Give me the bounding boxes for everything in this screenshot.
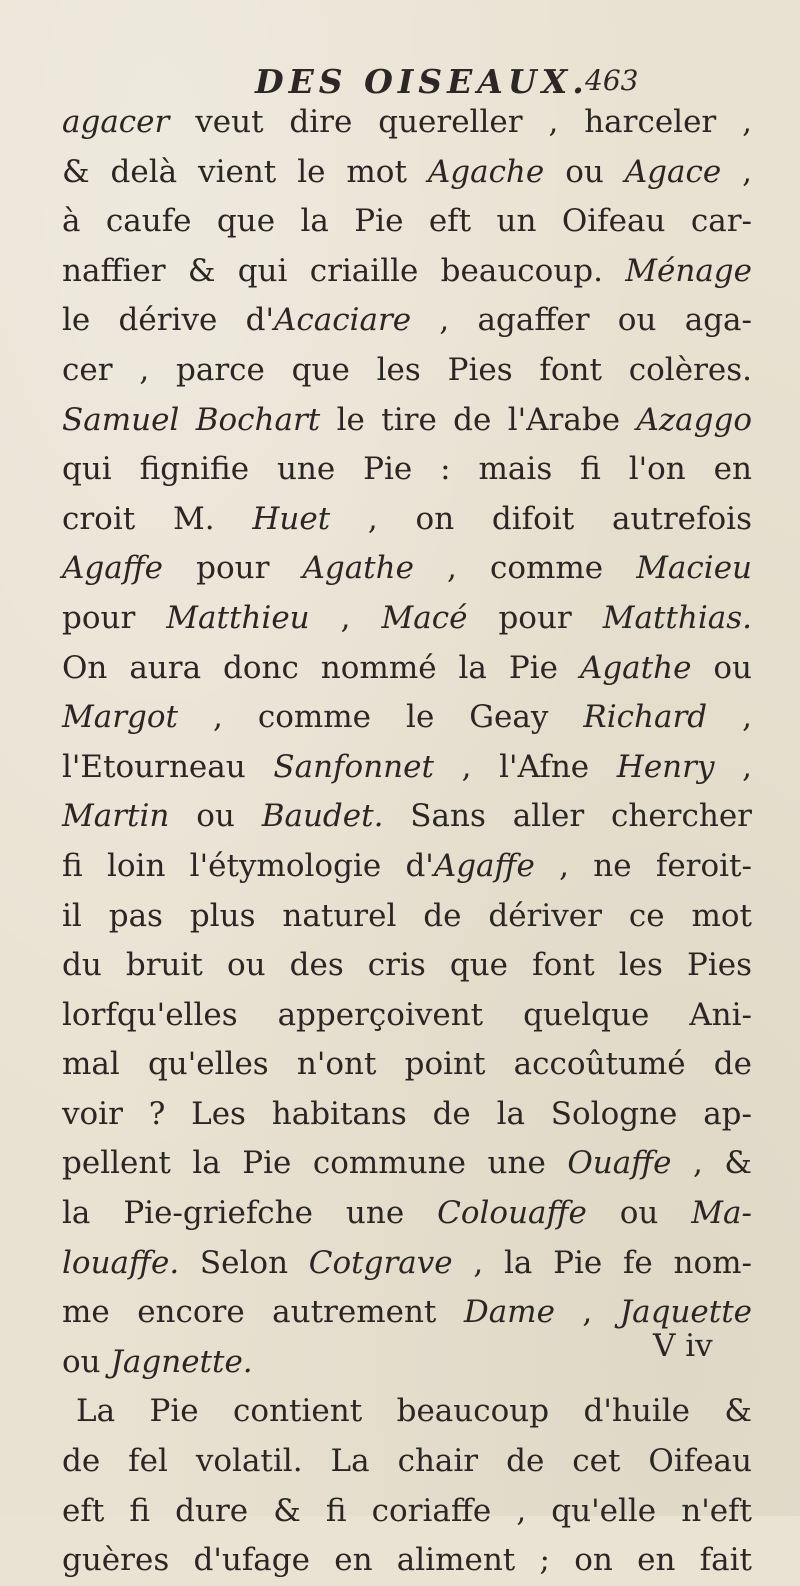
italic-text: Samuel Bochart bbox=[62, 401, 321, 438]
italic-text: Macé bbox=[381, 599, 468, 636]
text-run: pellent la Pie commune une bbox=[62, 1145, 568, 1182]
text-run: , l'Afne bbox=[433, 748, 617, 785]
text-run: Selon bbox=[179, 1244, 309, 1281]
text-run: On aura donc nommé la Pie bbox=[62, 649, 580, 686]
page-number: 463 bbox=[585, 64, 639, 97]
text-line bbox=[62, 197, 752, 247]
text-line bbox=[62, 644, 752, 694]
text-line bbox=[62, 792, 752, 842]
text-line bbox=[62, 594, 752, 644]
text-line bbox=[62, 346, 752, 396]
text-line bbox=[62, 445, 752, 495]
text-run: l'Etourneau bbox=[62, 748, 274, 785]
text-line bbox=[62, 1437, 752, 1487]
text-run: , & bbox=[671, 1145, 752, 1182]
text-line bbox=[62, 1288, 752, 1338]
text-line bbox=[62, 1487, 752, 1537]
text-run: , bbox=[707, 699, 752, 736]
text-line bbox=[62, 544, 752, 594]
italic-text: Margot bbox=[62, 699, 179, 736]
text-line bbox=[62, 1139, 752, 1189]
italic-text: Matthias. bbox=[602, 599, 752, 636]
text-line bbox=[62, 941, 752, 991]
italic-text: Cotgrave bbox=[308, 1244, 453, 1281]
text-line bbox=[62, 396, 752, 446]
text-run: , bbox=[714, 748, 752, 785]
catchword: V iv bbox=[653, 1328, 713, 1364]
text-run: le dérive d' bbox=[62, 302, 274, 339]
text-line bbox=[62, 1090, 752, 1140]
text-line bbox=[62, 892, 752, 942]
text-run: , bbox=[721, 153, 752, 190]
text-run: à caufe que la Pie eft un Oifeau car- bbox=[62, 203, 752, 240]
italic-text: Agace bbox=[624, 153, 722, 190]
text-run: la Pie-griefche une bbox=[62, 1195, 438, 1232]
text-run: de fel volatil. La chair de cet Oifeau bbox=[62, 1443, 752, 1480]
body-text bbox=[62, 98, 752, 1586]
text-run: mal qu'elles n'ont point accoûtumé de bbox=[62, 1046, 752, 1083]
italic-text: Azaggo bbox=[636, 401, 752, 438]
text-run: , comme le Geay bbox=[178, 699, 584, 736]
text-line bbox=[62, 1040, 752, 1090]
text-line bbox=[62, 1239, 752, 1289]
italic-text: Baudet. bbox=[261, 798, 384, 835]
text-line bbox=[62, 743, 752, 793]
text-run: me encore autrement bbox=[62, 1294, 464, 1331]
text-line bbox=[62, 991, 752, 1041]
text-run: il pas plus naturel de dériver ce mot bbox=[62, 897, 752, 934]
italic-text: Henry bbox=[616, 748, 715, 785]
italic-text: Agaffe bbox=[433, 847, 535, 884]
text-run: voir ? Les habitans de la Sologne ap- bbox=[62, 1095, 752, 1132]
text-run: qui fignifie une Pie : mais fi l'on en bbox=[62, 451, 752, 488]
text-run: veut dire quereller , harceler , bbox=[169, 104, 752, 140]
text-run: lorfqu'elles apperçoivent quelque Ani- bbox=[62, 996, 752, 1033]
text-line bbox=[62, 98, 752, 148]
text-run: & delà vient le mot bbox=[62, 153, 428, 190]
italic-text: Dame bbox=[463, 1294, 555, 1331]
text-run: croit M. bbox=[62, 500, 253, 537]
text-run: eft fi dure & fi coriaffe , qu'elle n'eft bbox=[62, 1492, 752, 1529]
text-line bbox=[62, 693, 752, 743]
italic-text: Colouaffe bbox=[437, 1195, 587, 1232]
text-run: ou bbox=[544, 153, 625, 190]
italic-text: Ouaffe bbox=[567, 1145, 672, 1182]
italic-text: Macieu bbox=[636, 550, 752, 587]
running-head-title: DES OISEAUX. bbox=[255, 62, 589, 101]
text-run: , bbox=[554, 1294, 620, 1331]
running-head bbox=[0, 62, 800, 102]
text-run: , comme bbox=[413, 550, 637, 587]
italic-text: Jagnette. bbox=[110, 1343, 253, 1380]
text-line bbox=[62, 1189, 752, 1239]
italic-text: louaffe. bbox=[62, 1244, 180, 1281]
italic-text: Jaquette bbox=[619, 1294, 753, 1331]
text-run: Sans aller chercher bbox=[383, 798, 752, 835]
text-run: La Pie contient beaucoup d'huile & bbox=[76, 1393, 752, 1430]
text-run: ou bbox=[62, 1343, 111, 1380]
text-run: ou bbox=[169, 798, 262, 835]
text-line bbox=[62, 1338, 752, 1388]
italic-text: Acaciare bbox=[273, 302, 412, 339]
italic-text: Agaffe bbox=[62, 550, 164, 587]
text-line bbox=[62, 495, 752, 545]
text-run: , bbox=[309, 599, 382, 636]
text-run: pour bbox=[62, 599, 167, 636]
text-run: pour bbox=[467, 599, 603, 636]
italic-text: Ménage bbox=[625, 252, 752, 289]
text-run: , ne feroit- bbox=[534, 847, 752, 884]
text-run: guères d'ufage en aliment ; on en fait bbox=[62, 1542, 752, 1579]
text-run: cer , parce que les Pies font colères. bbox=[62, 351, 752, 388]
text-run: , on difoit autrefois bbox=[330, 500, 752, 537]
text-run: le tire de l'Arabe bbox=[320, 401, 637, 438]
text-run: naffier & qui criaille beaucoup. bbox=[62, 252, 626, 289]
text-run: pour bbox=[163, 550, 303, 587]
text-line bbox=[62, 1536, 752, 1586]
italic-text: Richard bbox=[583, 699, 708, 736]
italic-text: Sanfonnet bbox=[273, 748, 434, 785]
text-run: , agaffer ou aga- bbox=[411, 302, 752, 339]
text-line bbox=[62, 296, 752, 346]
text-run: du bruit ou des cris que font les Pies bbox=[62, 947, 752, 984]
italic-text: Agache bbox=[427, 153, 545, 190]
text-run: , la Pie fe nom- bbox=[452, 1244, 752, 1281]
text-line bbox=[62, 842, 752, 892]
text-line bbox=[62, 148, 752, 198]
italic-text: Ma- bbox=[691, 1195, 752, 1232]
italic-text: agacer bbox=[62, 104, 170, 140]
text-run: fi loin l'étymologie d' bbox=[62, 847, 434, 884]
text-run: ou bbox=[586, 1195, 692, 1232]
text-run: ou bbox=[691, 649, 752, 686]
text-line bbox=[62, 1387, 752, 1437]
italic-text: Agathe bbox=[302, 550, 414, 587]
text-line bbox=[62, 247, 752, 297]
italic-text: Matthieu bbox=[166, 599, 310, 636]
italic-text: Huet bbox=[252, 500, 331, 537]
italic-text: Martin bbox=[62, 798, 170, 835]
italic-text: Agathe bbox=[579, 649, 692, 686]
